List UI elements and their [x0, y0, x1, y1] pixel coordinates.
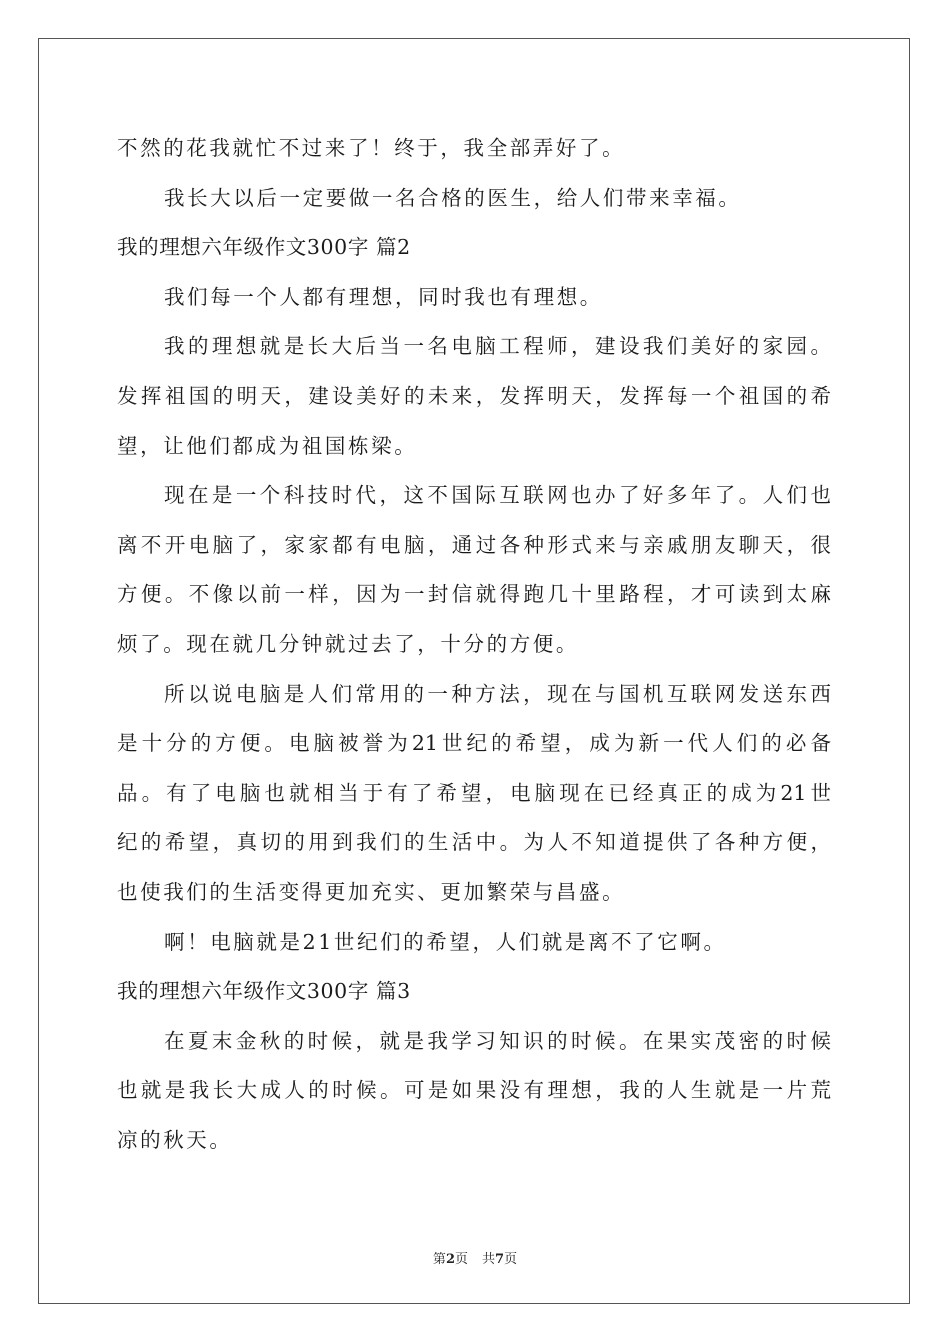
paragraph-line: 所以说电脑是人们常用的一种方法，现在与国机互联网发送东西	[164, 681, 831, 706]
paragraph-line: 在夏末金秋的时候，就是我学习知识的时候。在果实茂密的时候	[164, 1028, 831, 1053]
page-total-suffix: 页	[504, 1252, 518, 1267]
section-heading: 我的理想六年级作文300字 篇2	[117, 235, 411, 260]
paragraph-line: 我长大以后一定要做一名合格的医生，给人们带来幸福。	[164, 185, 742, 210]
page-total-prefix: 共	[482, 1252, 496, 1267]
page-number-current: 2	[445, 1252, 455, 1267]
paragraph-line: 望，让他们都成为祖国栋梁。	[117, 433, 418, 458]
paragraph-line: 是十分的方便。电脑被誉为21世纪的希望，成为新一代人们的必备	[117, 731, 831, 756]
page-total: 7	[495, 1252, 505, 1267]
paragraph-line: 凉的秋天。	[117, 1127, 233, 1152]
paragraph-line: 我们每一个人都有理想，同时我也有理想。	[164, 284, 603, 309]
page-number-suffix: 页	[454, 1252, 468, 1267]
paragraph-line: 不然的花我就忙不过来了！终于，我全部弄好了。	[117, 136, 626, 160]
paragraph-line: 方便。不像以前一样，因为一封信就得跑几十里路程，才可读到太麻	[117, 582, 831, 607]
paragraph-line: 啊！电脑就是21世纪们的希望，人们就是离不了它啊。	[164, 929, 727, 954]
paragraph-line: 纪的希望，真切的用到我们的生活中。为人不知道提供了各种方便，	[117, 830, 831, 855]
paragraph-line: 也就是我长大成人的时候。可是如果没有理想，我的人生就是一片荒	[117, 1078, 831, 1103]
document-body	[117, 124, 831, 1165]
paragraph-line: 离不开电脑了，家家都有电脑，通过各种形式来与亲戚朋友聊天，很	[117, 532, 831, 557]
section-heading: 我的理想六年级作文300字 篇3	[117, 979, 411, 1004]
paragraph-line: 烦了。现在就几分钟就过去了，十分的方便。	[117, 631, 579, 656]
paragraph-line: 我的理想就是长大后当一名电脑工程师，建设我们美好的家园。	[164, 334, 831, 359]
page-footer	[0, 1248, 950, 1267]
paragraph-line: 发挥祖国的明天，建设美好的未来，发挥明天，发挥每一个祖国的希	[117, 383, 831, 408]
page-number-prefix: 第	[432, 1252, 446, 1267]
paragraph-line: 也使我们的生活变得更加充实、更加繁荣与昌盛。	[117, 879, 626, 904]
paragraph-line: 品。有了电脑也就相当于有了希望，电脑现在已经真正的成为21世	[117, 780, 831, 805]
paragraph-line: 现在是一个科技时代，这不国际互联网也办了好多年了。人们也	[164, 483, 831, 508]
